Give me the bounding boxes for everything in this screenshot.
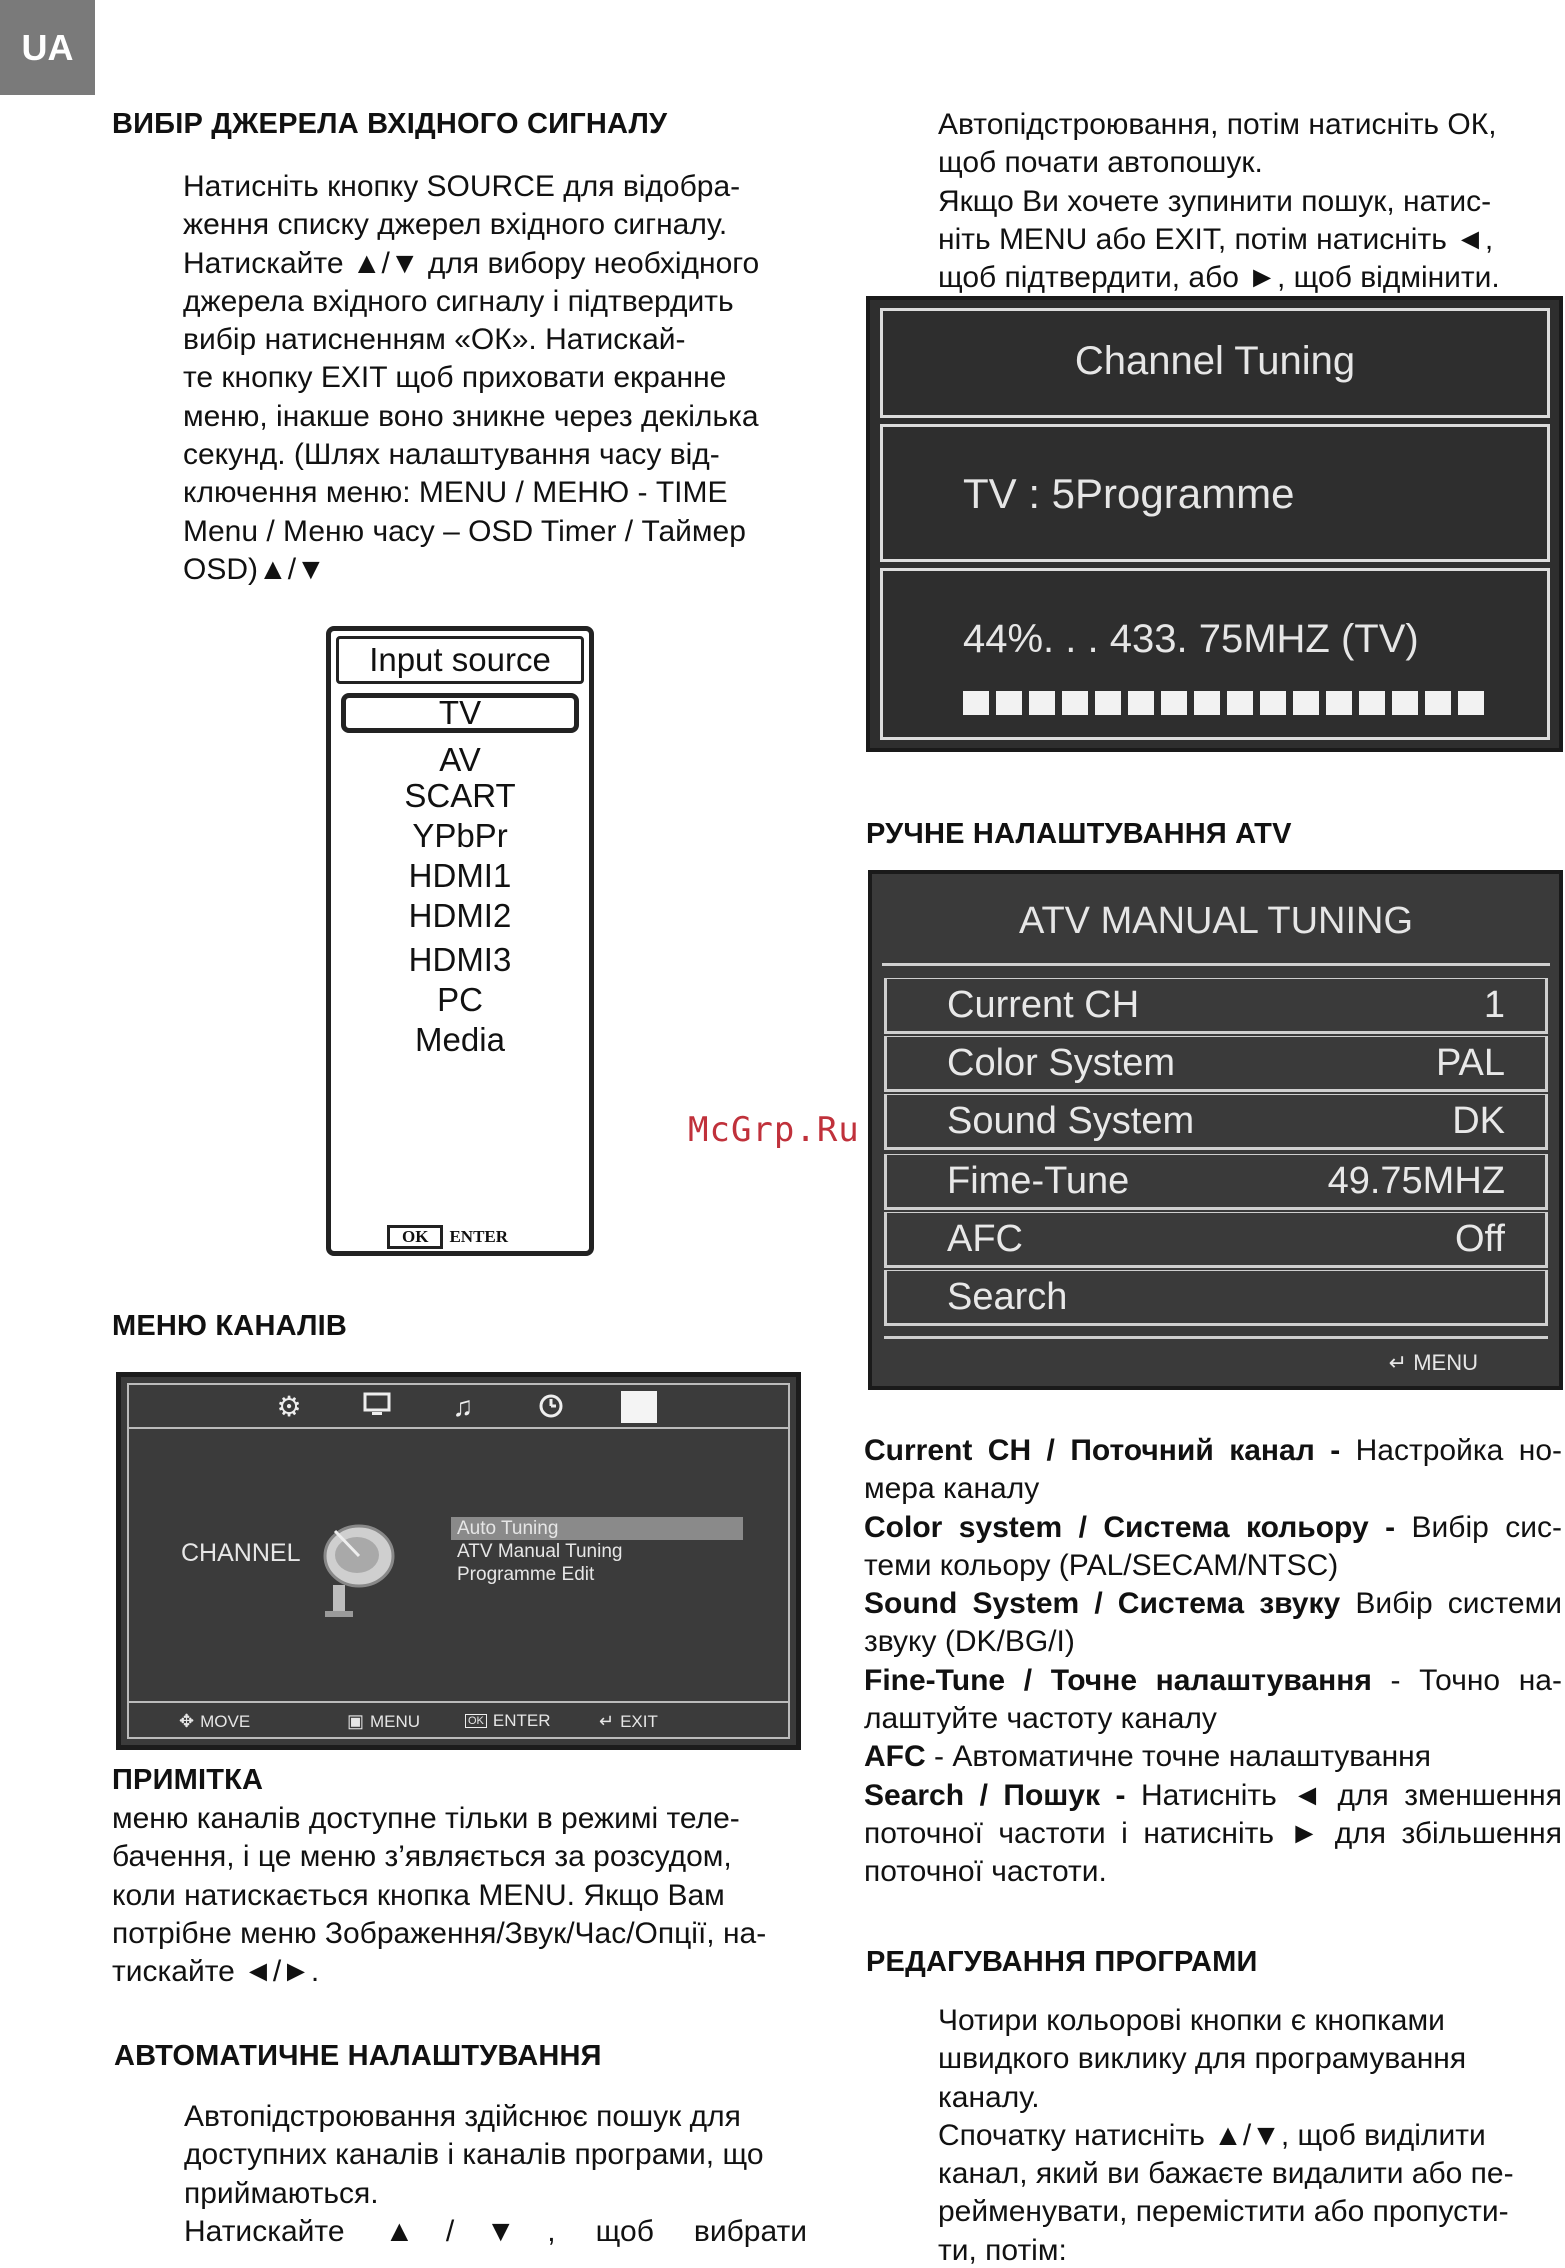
row-label: Search [947, 1276, 1068, 1318]
return-icon: ↵ [1388, 1350, 1408, 1375]
text-line: рейменувати, перемістити або пропусти- [938, 2195, 1509, 2229]
text-line: потрібне меню Зображення/Звук/Час/Опції, на- [112, 1916, 767, 1950]
move-arrows-icon: ✥ [179, 1711, 195, 1731]
gear-icon[interactable]: ⚙ [276, 1391, 302, 1422]
text-line: тискайте ◄/►. [112, 1955, 320, 1989]
text-line: Натисніть кнопку SOURCE для відобра- [183, 170, 741, 203]
atv-manual-tuning-screen [868, 870, 1563, 1390]
atv-row-color-system[interactable] [884, 1036, 1548, 1092]
ok-icon: OK [465, 1714, 487, 1728]
input-source-text [183, 168, 807, 589]
row-value: 1 [1483, 984, 1505, 1026]
desc-sound-system: Sound System / Система звуку Вибір системи звуку (DK/BG/I) [864, 1587, 1562, 1659]
text-line: доступних каналів і каналів програми, що [184, 2138, 764, 2172]
text-line: Натискайте ▲/▼, щоб вибрати [184, 2214, 807, 2248]
input-option-scart[interactable]: SCART [404, 777, 516, 814]
atv-manual-title: ATV MANUAL TUNING [882, 878, 1550, 966]
progress-block [1194, 691, 1220, 715]
text-line: Натискайте ▲/▼ для вибору необхідного [183, 246, 760, 280]
channel-tuning-status [880, 568, 1550, 740]
progress-block [1161, 691, 1187, 715]
input-source-footer [387, 1225, 508, 1249]
text-line: щоб почати автопошук. [938, 146, 1263, 180]
atv-row-search[interactable] [884, 1270, 1548, 1326]
progress-block [1260, 691, 1286, 715]
menu-item-atv-manual-tuning[interactable]: ATV Manual Tuning [457, 1541, 623, 1562]
progress-block [1062, 691, 1088, 715]
channel-submenu [451, 1517, 743, 1586]
menu-tabs [129, 1385, 788, 1429]
atv-row-current-ch[interactable] [884, 978, 1548, 1034]
row-value: PAL [1435, 1042, 1505, 1084]
text-line: меню, інакше воно зникне через декілька [183, 399, 759, 433]
channel-tuning-title: Channel Tuning [880, 308, 1550, 418]
input-source-title: Input source [336, 636, 584, 684]
text-line: ключення меню: MENU / МЕНЮ - TIME [183, 476, 728, 510]
footer-enter: OK ENTER [465, 1711, 551, 1731]
return-icon: ↵ [599, 1711, 615, 1731]
text-line: канал, який ви бажаєте видалити або пе- [938, 2157, 1514, 2191]
input-option-hdmi3[interactable]: HDMI3 [408, 941, 512, 978]
text-line: бачення, і це меню з’являється за розсудом, [112, 1840, 732, 1874]
text-line: Автопідстроювання, потім натисніть ОК, [938, 108, 1497, 141]
channel-menu-frame [127, 1383, 790, 1739]
text-line: приймаються. [184, 2176, 379, 2210]
heading-note: ПРИМІТКА [112, 1764, 264, 1796]
footer-move: ✥ MOVE [179, 1711, 251, 1731]
input-option-ypbpr[interactable]: YPbPr [412, 817, 508, 854]
tuning-status-text: 44%. . . 433. 75MHZ (TV) [963, 617, 1419, 661]
atv-row-sound-system[interactable] [884, 1094, 1548, 1150]
text-line: секунд. (Шлях налаштування часу від- [183, 438, 720, 472]
satellite-dish-icon [299, 1511, 409, 1621]
progress-block [1392, 691, 1418, 715]
text-line: OSD)▲/▼ [183, 552, 326, 586]
footer-exit: ↵ EXIT [599, 1711, 658, 1731]
menu-item-auto-tuning[interactable]: Auto Tuning [451, 1517, 743, 1540]
input-option-hdmi2[interactable]: HDMI2 [408, 897, 512, 934]
input-source-panel [326, 626, 594, 1256]
input-option-tv[interactable]: TV [341, 693, 579, 733]
text-line: Чотири кольорові кнопки є кнопками [938, 2004, 1445, 2037]
row-value: Off [1455, 1218, 1505, 1260]
watermark: McGrp.Ru [688, 1110, 860, 1150]
atv-descriptions [864, 1432, 1562, 1892]
row-label: Sound System [947, 1100, 1195, 1142]
input-option-media[interactable]: Media [415, 1021, 505, 1058]
music-icon[interactable]: ♫ [452, 1391, 474, 1422]
progress-block [1326, 691, 1352, 715]
monitor-icon[interactable] [359, 1391, 395, 1423]
desc-search: Search / Пошук - Натисніть ◄ для зменшення поточної частоти і натисніть ► для збільшення поточної частоти. [864, 1778, 1562, 1889]
input-option-pc[interactable]: PC [437, 981, 483, 1018]
text-line: меню каналів доступне тільки в режимі теле- [112, 1802, 740, 1835]
text-line: Menu / Меню часу – OSD Timer / Таймер [183, 514, 746, 548]
channel-label: CHANNEL [181, 1539, 301, 1567]
channel-tuning-program: TV : 5Programme [880, 424, 1550, 562]
progress-block [1128, 691, 1154, 715]
language-badge: UA [0, 0, 95, 95]
heading-program-edit: РЕДАГУВАННЯ ПРОГРАМИ [866, 1946, 1258, 1978]
progress-block [1095, 691, 1121, 715]
text-line: ження списку джерел вхідного сигналу. [183, 208, 728, 242]
menu-item-programme-edit[interactable]: Programme Edit [457, 1564, 595, 1585]
row-value: 49.75MHZ [1327, 1160, 1505, 1202]
heading-input-source: ВИБІР ДЖЕРЕЛА ВХІДНОГО СИГНАЛУ [112, 108, 668, 140]
heading-auto-tuning: АВТОМАТИЧНЕ НАЛАШТУВАННЯ [114, 2040, 602, 2072]
row-label: Color System [947, 1042, 1176, 1084]
text-line: каналу. [938, 2080, 1040, 2114]
text-line: швидкого виклику для програмування [938, 2042, 1467, 2076]
clock-icon[interactable] [533, 1391, 569, 1423]
row-label: Fime-Tune [947, 1160, 1130, 1202]
progress-block [1359, 691, 1385, 715]
text-line: коли натискається кнопка MENU. Якщо Вам [112, 1878, 725, 1912]
desc-fine-tune: Fine-Tune / Точне налаштування - Точно на-лаштуйте частоту каналу [864, 1663, 1562, 1736]
desc-color-system: Color system / Система кольору - Вибір сис-теми кольору (PAL/SECAM/NTSC) [864, 1510, 1562, 1582]
options-tab-icon[interactable] [621, 1391, 657, 1423]
text-line: те кнопку EXIT щоб приховати екранне [183, 361, 727, 395]
atv-manual-footer [884, 1336, 1548, 1386]
progress-block [996, 691, 1022, 715]
text-line: ніть MENU або EXIT, потім натисніть ◄, [938, 222, 1494, 256]
enter-label: ENTER [449, 1227, 509, 1246]
program-edit-text [938, 2002, 1562, 2268]
text-line: Спочатку натисніть ▲/▼, щоб виділити [938, 2118, 1486, 2152]
auto-tuning-continued-text [938, 106, 1562, 297]
desc-current-ch: Current CH / Поточний канал - Настройка но-мера каналу [864, 1434, 1562, 1506]
atv-row-afc[interactable] [884, 1212, 1548, 1268]
text-line: ти, потім: [938, 2233, 1067, 2267]
desc-afc: AFC - Автоматичне точне налаштування [864, 1740, 1431, 1774]
row-value: DK [1452, 1100, 1505, 1142]
text-line: щоб підтвердити, або ►, щоб відмінити. [938, 261, 1500, 295]
progress-block [1425, 691, 1451, 715]
ok-button[interactable]: OK [387, 1225, 443, 1249]
menu-icon: ▣ [347, 1711, 365, 1731]
atv-row-fine-tune[interactable] [884, 1154, 1548, 1210]
channel-menu-screen [116, 1372, 801, 1750]
progress-block [963, 691, 989, 715]
progress-block [1458, 691, 1484, 715]
text-line: Якщо Ви хочете зупинити пошук, натис- [938, 184, 1492, 218]
auto-tuning-text [184, 2098, 807, 2251]
tuning-progress-bar [963, 691, 1484, 715]
progress-block [1227, 691, 1253, 715]
note-text [112, 1800, 807, 1991]
input-option-hdmi1[interactable]: HDMI1 [408, 857, 512, 894]
text-line: джерела вхідного сигналу і підтвердить [183, 284, 734, 318]
text-line: вибір натисненням «ОК». Натискай- [183, 323, 686, 357]
heading-channel-menu: МЕНЮ КАНАЛІВ [112, 1310, 348, 1342]
row-label: AFC [947, 1218, 1023, 1260]
channel-menu-footer [129, 1701, 788, 1737]
footer-menu: ▣ MENU [347, 1711, 421, 1731]
progress-block [1029, 691, 1055, 715]
menu-hint: MENU [1413, 1350, 1478, 1375]
channel-tuning-screen [866, 296, 1563, 752]
input-option-av[interactable]: AV [439, 741, 481, 778]
text-line: Автопідстроювання здійснює пошук для [184, 2100, 741, 2133]
heading-atv-manual: РУЧНЕ НАЛАШТУВАННЯ ATV [866, 818, 1292, 850]
row-label: Current CH [947, 984, 1140, 1026]
progress-block [1293, 691, 1319, 715]
